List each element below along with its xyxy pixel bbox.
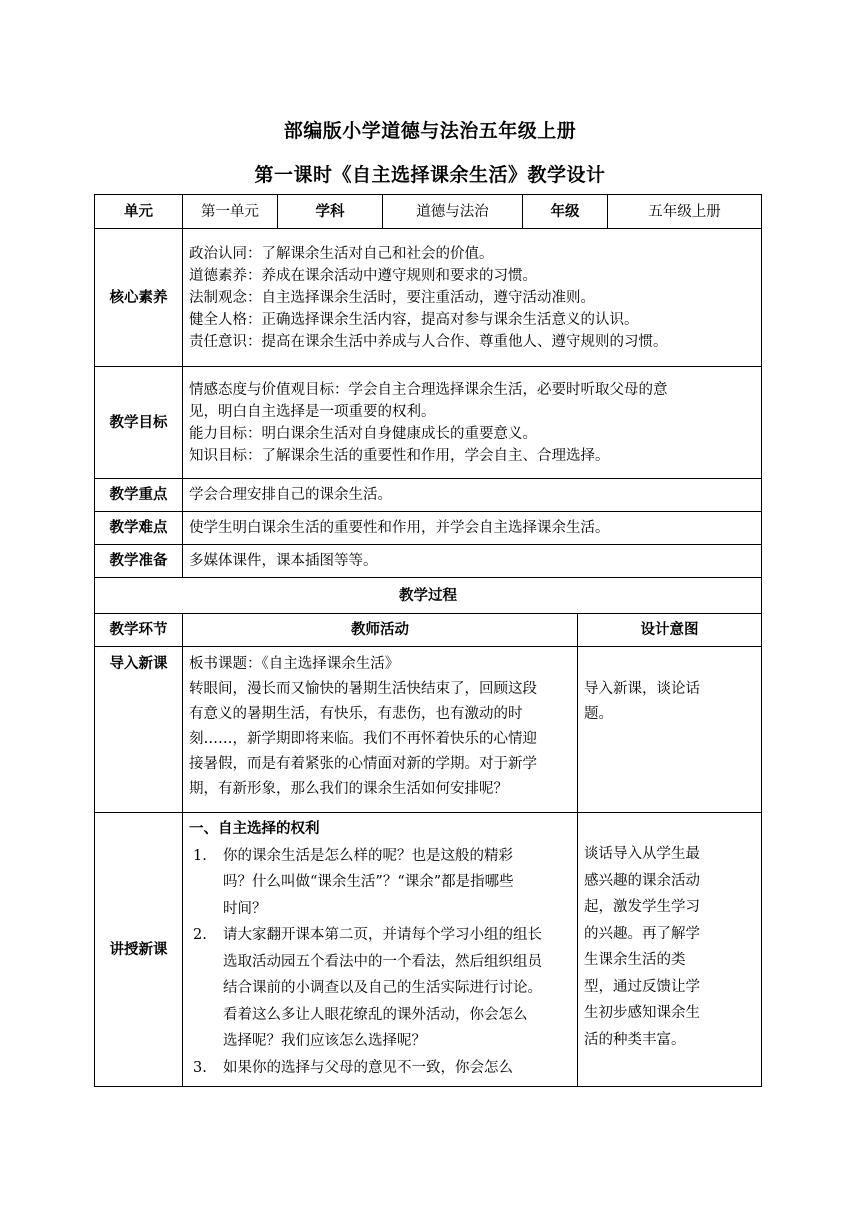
list-item-line: 看着这么多让人眼花缭乱的课外活动，你会怎么: [223, 1006, 528, 1023]
core-literacy-line: 政治认同：了解课余生活对自己和社会的价值。: [189, 245, 494, 262]
lesson-intent: [578, 813, 762, 1087]
process-title: 教学过程: [95, 578, 762, 614]
col-teacher-header: 教师活动: [183, 614, 578, 647]
intro-teacher-line: 接暑假，而是有着紧张的心情面对新的学期。对于新学: [189, 756, 537, 772]
goals-line: 情感态度与价值观目标：学会自主合理选择课余生活，必要时听取父母的意: [189, 381, 668, 398]
list-item-text: [223, 922, 571, 1055]
core-literacy-line: 健全人格：正确选择课余生活内容，提高对参与课余生活意义的认识。: [189, 311, 639, 328]
list-item-line: 选取活动园五个看法中的一个看法，然后组织组员: [223, 953, 542, 970]
key-points-text: 学会合理安排自己的课余生活。: [183, 479, 762, 512]
goals-content: [183, 367, 762, 479]
core-literacy-content: [183, 229, 762, 367]
preparation-label: 教学准备: [95, 545, 183, 578]
intro-teacher-line: 板书课题：《自主选择课余生活》: [189, 656, 400, 672]
difficulties-text: 使学生明白课余生活的重要性和作用，并学会自主选择课余生活。: [183, 512, 762, 545]
lesson-intent-line: 活的种类丰富。: [584, 1031, 686, 1048]
key-points-row: [95, 479, 762, 512]
list-item-number: 2.: [193, 927, 207, 943]
col-intent-header: 设计意图: [578, 614, 762, 647]
list-item-line: 时间？: [223, 900, 267, 917]
core-literacy-label: 核心素养: [95, 229, 183, 367]
info-row: [95, 195, 762, 229]
grade-label: 年级: [523, 195, 608, 229]
list-item: [189, 922, 571, 1055]
list-item-text: [223, 843, 571, 923]
unit-label: 单元: [95, 195, 183, 229]
intro-intent-line: 题。: [584, 706, 613, 722]
list-item-line: 选择呢？我们应该怎么选择呢？: [223, 1033, 426, 1049]
grade-value: 五年级上册: [608, 195, 762, 229]
lesson-intent-line: 型，通过反馈让学: [584, 978, 700, 995]
subject-label: 学科: [278, 195, 383, 229]
core-literacy-row: [95, 229, 762, 367]
intro-teacher-line: 转眼间，漫长而又愉快的暑期生活快结束了，回顾这段: [189, 681, 537, 697]
lesson-plan-table: [94, 194, 762, 1087]
lesson-intent-line: 谈话导入从学生最: [584, 846, 700, 862]
document-title: 部编版小学道德与法治五年级上册: [283, 120, 577, 142]
goals-line: 能力目标：明白课余生活对自身健康成长的重要意义。: [189, 425, 537, 442]
intro-teacher-line: 刻……，新学期即将来临。我们不再怀着快乐的心情迎: [189, 731, 537, 747]
list-item: [189, 1055, 571, 1082]
difficulties-row: [95, 512, 762, 545]
lesson-intent-line: 起，激发学生学习: [584, 899, 700, 915]
core-literacy-line: 法制观念：自主选择课余生活时，要注重活动，遵守活动准则。: [189, 289, 595, 306]
goals-row: [95, 367, 762, 479]
intro-row: [95, 647, 762, 813]
intro-teacher-line: 有意义的暑期生活，有快乐，有悲伤，也有激动的时: [189, 706, 523, 722]
goals-line: 见，明白自主选择是一项重要的权利。: [189, 403, 436, 420]
preparation-row: [95, 545, 762, 578]
list-item-line: 请大家翻开课本第二页，并请每个学习小组的组长: [223, 927, 542, 943]
list-item-line: 如果你的选择与父母的意见不一致，你会怎么: [223, 1059, 513, 1076]
lesson-intent-line: 生初步感知课余生: [584, 1005, 700, 1021]
lesson-intent-line: 的兴趣。再了解学: [584, 925, 700, 942]
list-item-line: 结合课前的小调查以及自己的生活实际进行讨论。: [223, 980, 542, 996]
col-stage-header: 教学环节: [95, 614, 183, 647]
lesson-section-title: 一、自主选择的权利: [189, 821, 320, 837]
core-literacy-line: 道德素养：养成在课余活动中遵守规则和要求的习惯。: [189, 267, 537, 284]
goals-line: 知识目标：了解课余生活的重要性和作用，学会自主、合理选择。: [189, 447, 610, 464]
intro-stage: 导入新课: [95, 647, 183, 813]
process-header-row: [95, 614, 762, 647]
goals-label: 教学目标: [95, 367, 183, 479]
unit-value: 第一单元: [183, 195, 278, 229]
lesson-stage: 讲授新课: [95, 813, 183, 1087]
intro-intent-line: 导入新课，谈论话: [584, 681, 700, 697]
list-item: [189, 843, 571, 923]
list-item-number: 1.: [193, 847, 207, 864]
document-subtitle: 第一课时《自主选择课余生活》教学设计: [254, 164, 606, 186]
lesson-intent-line: 感兴趣的课余活动: [584, 872, 700, 889]
core-literacy-line: 责任意识：提高在课余生活中养成与人合作、尊重他人、遵守规则的习惯。: [189, 333, 668, 350]
preparation-text: 多媒体课件，课本插图等等。: [183, 545, 762, 578]
difficulties-label: 教学难点: [95, 512, 183, 545]
lesson-row: [95, 813, 762, 1087]
process-title-row: [95, 578, 762, 614]
list-item-number: 3.: [193, 1059, 207, 1076]
intro-intent: [578, 647, 762, 813]
list-item-text: [223, 1055, 571, 1082]
key-points-label: 教学重点: [95, 479, 183, 512]
list-item-line: 吗？什么叫做“课余生活”？“课余”都是指哪些: [223, 874, 514, 890]
subject-value: 道德与法治: [383, 195, 523, 229]
intro-teacher-line: 期，有新形象，那么我们的课余生活如何安排呢？: [189, 781, 508, 797]
lesson-teacher-activity: [183, 813, 578, 1087]
lesson-intent-line: 生课余生活的类: [584, 952, 686, 968]
intro-teacher-activity: [183, 647, 578, 813]
list-item-line: 你的课余生活是怎么样的呢？也是这般的精彩: [223, 847, 513, 864]
